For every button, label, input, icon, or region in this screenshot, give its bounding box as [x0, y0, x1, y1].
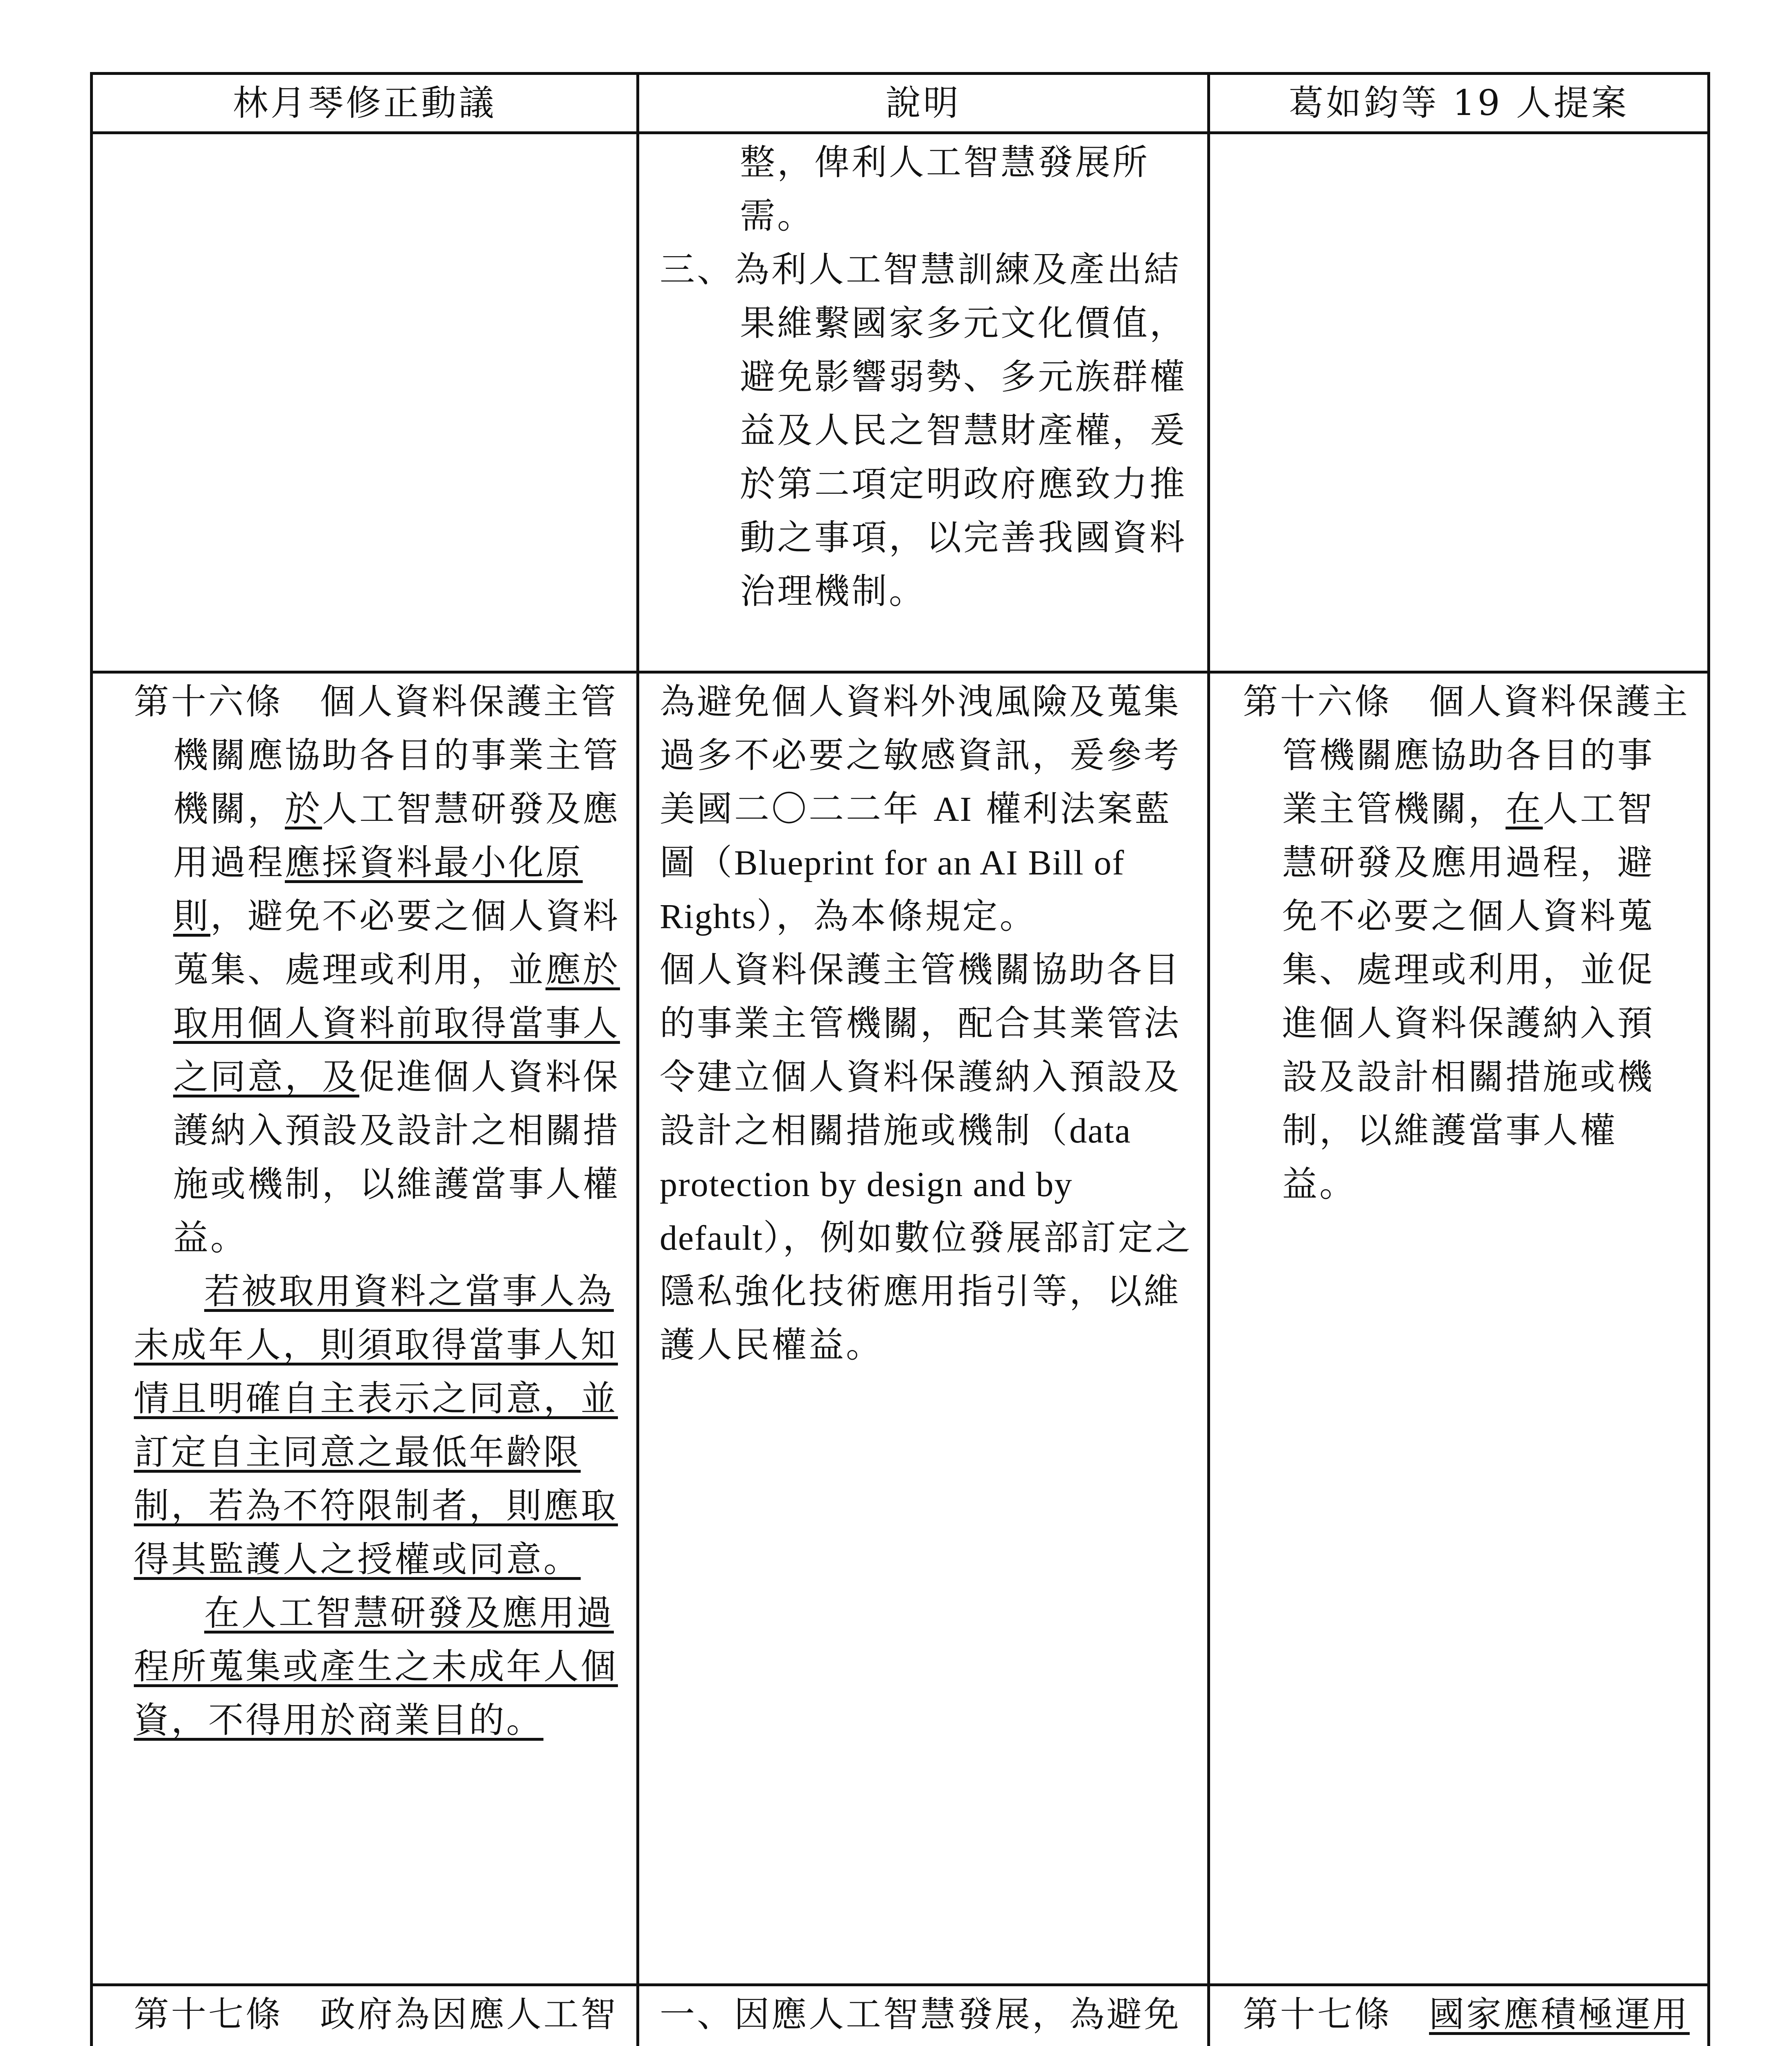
- underlined-text: 若被取用資料之當事人為未成年人，則須取得當事人知情且明確自主表示之同意，並訂定自主同意之最低年齡限制，若為不符限制者，則應取得其監護人之授權或同意。: [134, 1271, 618, 1580]
- row3-left-cell: [92, 1985, 638, 2046]
- article-17-explanation-item-1: 一、因應人工智慧發展，為避免: [660, 1994, 1181, 2035]
- article-16-motion-para-2: [134, 1265, 624, 1586]
- row1-middle-cell: [638, 133, 1209, 672]
- latin-text: data protection by design and by default: [660, 1111, 1132, 1257]
- explanation-continuation: 整，俾利人工智慧發展所需。: [740, 142, 1150, 237]
- text-run: 第十七條 政府為因應人工智: [134, 1994, 618, 2035]
- text-run: 人工智慧研發及應用過程，避免不必要之個人資料蒐集、處理或利用，並促進個人資料保護納入預設及設計相關措施或機制，以維護當事人權益。: [1282, 789, 1655, 1205]
- underlined-text: 在: [1506, 789, 1543, 829]
- text-run: 第十七條: [1243, 1994, 1429, 2035]
- row2-middle-cell: [638, 672, 1209, 1985]
- article-16-motion-para-1: [134, 675, 624, 1265]
- row1-right-cell: [1209, 133, 1709, 672]
- table-header-row: [92, 74, 1709, 133]
- article-16-explanation-para-2: [660, 943, 1192, 1372]
- article-17-motion-para-1: [134, 1988, 624, 2046]
- underlined-text: 應採資料最小化原則: [173, 842, 583, 937]
- row3-middle-cell: [638, 1985, 1209, 2046]
- text-run: ），例如數位發展部訂定之隱私強化技術應用指引等，以維護人民權益。: [660, 1217, 1192, 1366]
- latin-text: Blueprint for an AI Bill of Rights: [660, 843, 1125, 936]
- row2-left-cell: [92, 672, 638, 1985]
- text-run: ，避免不必要之個人資料蒐集、處理或利用，並: [173, 896, 620, 990]
- text-run: 第十六條 個人資料保護主管機關應協助各目的事業主管機關，: [1243, 681, 1690, 829]
- latin-text: AI: [933, 789, 973, 829]
- header-amendment-motion: 林月琴修正動議: [92, 74, 638, 133]
- text-run: 人工智慧研發及應用過程: [173, 789, 620, 883]
- underlined-text: 國家應積極運用: [1429, 1994, 1690, 2035]
- table-row: [92, 133, 1709, 672]
- text-run: 個人資料保護主管機關協助各目的事業主管機關，配合其業管法令建立個人資料保護納入預設及設計之相關措施或機制（: [660, 949, 1181, 1151]
- header-explanation: 說明: [638, 74, 1209, 133]
- underlined-text: 在人工智慧研發及應用過程所蒐集或產生之未成年人個資，不得用於商業目的。: [134, 1593, 618, 1741]
- table-row: [92, 1985, 1709, 2046]
- row2-right-cell: [1209, 672, 1709, 1985]
- row3-right-cell: [1209, 1985, 1709, 2046]
- row1-left-cell: [92, 133, 638, 672]
- text-run: 權利法案藍圖（: [660, 789, 1172, 883]
- article-17-proposal-para-1: [1243, 1988, 1691, 2046]
- text-run: 第十六條 個人資料保護主管機關應協助各目的事業主管機關，: [134, 681, 620, 829]
- text-run: 為避免個人資料外洩風險及蒐集過多不必要之敏感資訊，爰參考美國二〇二二年: [660, 681, 1181, 829]
- article-16-proposal: [1243, 675, 1691, 1211]
- underlined-text: 於: [285, 789, 322, 829]
- header-original-proposal: 葛如鈞等 19 人提案: [1209, 74, 1709, 133]
- article-16-motion-para-3: [134, 1586, 624, 1747]
- comparison-table: [90, 72, 1710, 2046]
- text-run: ），為本條規定。: [756, 896, 1037, 937]
- table-row: [92, 672, 1709, 1985]
- explanation-item-3: 三、為利人工智慧訓練及產出結果維繫國家多元文化價值，避免影響弱勢、多元族群權益及人民之智慧財產權，爰於第二項定明政府應致力推動之事項，以完善我國資料治理機制。: [660, 249, 1187, 612]
- underlined-text: 應於取用個人資料前取得當事人之同意，及: [173, 949, 620, 1097]
- text-run: 促進個人資料保護納入預設及設計之相關措施或機制，以維護當事人權益。: [173, 1057, 620, 1258]
- article-16-explanation-para-1: [660, 675, 1192, 943]
